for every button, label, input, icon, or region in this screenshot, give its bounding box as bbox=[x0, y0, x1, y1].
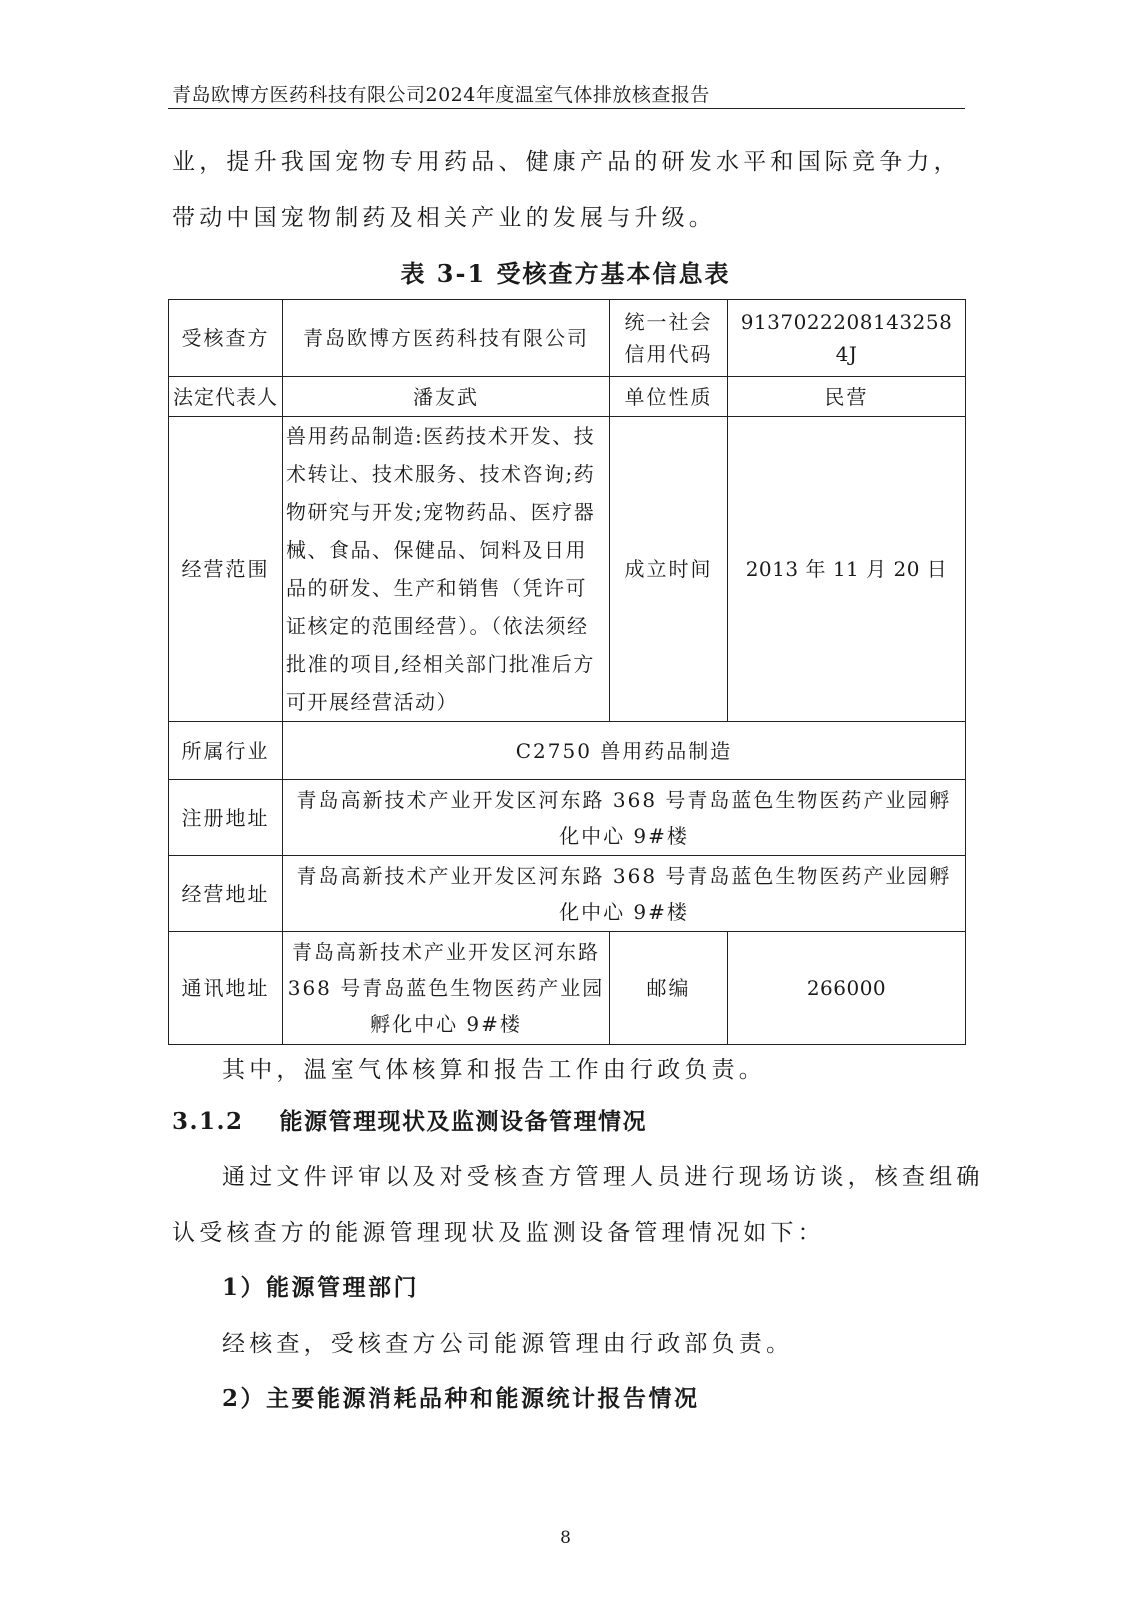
cell-credit-code: 9137022208143258 4J bbox=[728, 300, 966, 377]
table-row bbox=[169, 377, 966, 417]
cell-business-scope: 兽用药品制造:医药技术开发、技术转让、技术服务、技术咨询;药物研究与开发;宠物药品、医疗器械、食品、保健品、饲料及日用品的研发、生产和销售（凭许可证核定的范围经营）。（依法须经批准的项目,经相关部门批准后方可开展经营活动） bbox=[283, 417, 610, 722]
cell-industry: C2750 兽用药品制造 bbox=[283, 722, 966, 780]
cell-label-established: 成立时间 bbox=[610, 417, 728, 722]
cell-label-legal-rep: 法定代表人 bbox=[169, 377, 283, 417]
page-header-title: 青岛欧博方医药科技有限公司2024年度温室气体排放核查报告 bbox=[172, 84, 710, 106]
cell-label-verified-party: 受核查方 bbox=[169, 300, 283, 377]
cell-label-postcode: 邮编 bbox=[610, 932, 728, 1045]
cell-company-name: 青岛欧博方医药科技有限公司 bbox=[283, 300, 610, 377]
cell-postcode: 266000 bbox=[728, 932, 966, 1045]
section-para-line2: 认受核查方的能源管理现状及监测设备管理情况如下： bbox=[172, 1220, 825, 1246]
page-number: 8 bbox=[560, 1528, 571, 1548]
subsection-heading-1: 1）能源管理部门 bbox=[222, 1274, 420, 1301]
table-row bbox=[169, 417, 966, 722]
table-row bbox=[169, 722, 966, 780]
cell-business-address: 青岛高新技术产业开发区河东路 368 号青岛蓝色生物医药产业园孵化中心 9#楼 bbox=[283, 856, 966, 932]
table-row bbox=[169, 300, 966, 377]
cell-registered-address: 青岛高新技术产业开发区河东路 368 号青岛蓝色生物医药产业园孵化中心 9#楼 bbox=[283, 780, 966, 856]
table-caption: 表 3-1 受核查方基本信息表 bbox=[400, 259, 731, 288]
section-heading bbox=[172, 1103, 647, 1136]
table-row bbox=[169, 856, 966, 932]
table-row bbox=[169, 780, 966, 856]
subsection-1-text: 经核查，受核查方公司能源管理由行政部负责。 bbox=[222, 1331, 794, 1357]
section-number: 3.1.2 bbox=[172, 1108, 244, 1135]
section-title: 能源管理现状及监测设备管理情况 bbox=[279, 1108, 648, 1135]
cell-label-business-scope: 经营范围 bbox=[169, 417, 283, 722]
subsection-heading-2: 2）主要能源消耗品种和能源统计报告情况 bbox=[222, 1385, 700, 1412]
cell-unit-nature: 民营 bbox=[728, 377, 966, 417]
cell-label-registered-address: 注册地址 bbox=[169, 780, 283, 856]
cell-established-date: 2013 年 11 月 20 日 bbox=[728, 417, 966, 722]
after-table-text: 其中，温室气体核算和报告工作由行政负责。 bbox=[222, 1057, 766, 1083]
intro-paragraph: 业，提升我国宠物专用药品、健康产品的研发水平和国际竞争力，带动中国宠物制药及相关产业的发展与升级。 bbox=[172, 149, 961, 231]
cell-label-mailing-address: 通讯地址 bbox=[169, 932, 283, 1045]
cell-mailing-address: 青岛高新技术产业开发区河东路 368 号青岛蓝色生物医药产业园孵化中心 9#楼 bbox=[283, 932, 610, 1045]
header-rule bbox=[168, 108, 965, 109]
basic-info-table bbox=[168, 299, 966, 1045]
cell-legal-rep: 潘友武 bbox=[283, 377, 610, 417]
cell-label-business-address: 经营地址 bbox=[169, 856, 283, 932]
cell-label-credit-code: 统一社会信用代码 bbox=[610, 300, 728, 377]
section-para-line1: 通过文件评审以及对受核查方管理人员进行现场访谈，核查组确 bbox=[222, 1164, 984, 1190]
cell-label-industry: 所属行业 bbox=[169, 722, 283, 780]
cell-label-unit-nature: 单位性质 bbox=[610, 377, 728, 417]
table-row bbox=[169, 932, 966, 1045]
